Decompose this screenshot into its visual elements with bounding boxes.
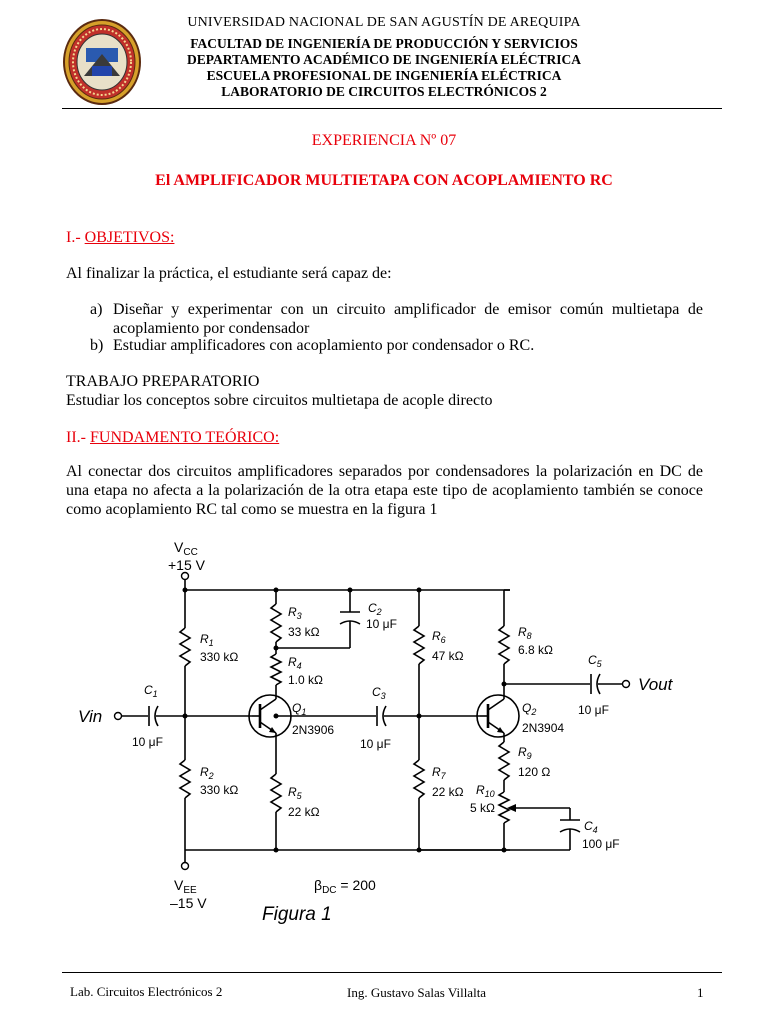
c2-label: $C_2$ [368, 601, 382, 617]
prep-text: Estudiar los conceptos sobre circuitos multietapa de acople directo [66, 392, 493, 409]
document-title: El AMPLIFICADOR MULTIETAPA CON ACOPLAMIENTO RC [155, 172, 613, 189]
beta-label: $\beta_{DC} = 200$ [314, 877, 376, 896]
r1-label: $R_1$ [200, 632, 214, 648]
prep-heading: TRABAJO PREPARATORIO [66, 373, 260, 390]
vee-label: $V_{EE}$ [174, 877, 197, 896]
c2-value: 10 μF [366, 617, 397, 631]
r8-label: $R_8$ [518, 625, 532, 641]
objective-marker-a: a) [90, 301, 103, 318]
vcc-label: $V_{CC}$ [174, 539, 198, 558]
q1-part: 2N3906 [292, 723, 335, 737]
c3-label: $C_3$ [372, 685, 386, 701]
vin-label: Vin [78, 707, 103, 726]
university-name: UNIVERSIDAD NACIONAL DE SAN AGUSTÍN DE AREQUIPA [187, 15, 581, 30]
r3-label: $R_3$ [288, 605, 302, 621]
r9-label: $R_9$ [518, 745, 532, 761]
theory-text: Al conectar dos circuitos amplificadores separados por condensadores la polarización en DC de una etapa no afecta a la polarización de la otra etapa este tipo de acoplamiento también se conoce como acoplamiento RC tal como se muestra en la figura 1 [66, 463, 703, 518]
objective-marker-b: b) [90, 337, 104, 354]
c5-value: 10 μF [578, 703, 609, 717]
c3-value: 10 μF [360, 737, 391, 751]
r10-value: 5 kΩ [470, 801, 495, 815]
objectives-intro: Al finalizar la práctica, el estudiante será capaz de: [66, 265, 392, 282]
c5-label: $C_5$ [588, 653, 602, 669]
header-divider [62, 108, 722, 109]
c1-label: $C_1$ [144, 683, 158, 699]
theory-heading: II.- FUNDAMENTO TEÓRICO: [66, 429, 280, 446]
c4-value: 100 μF [582, 837, 620, 851]
footer-divider [62, 972, 722, 973]
r2-value: 330 kΩ [200, 783, 239, 797]
faculty-name: FACULTAD DE INGENIERÍA DE PRODUCCIÓN Y SERVICIOS [190, 36, 578, 51]
q2-label: $Q_2$ [522, 701, 537, 717]
q2-part: 2N3904 [522, 721, 565, 735]
c1-value: 10 μF [132, 735, 163, 749]
experiment-number: EXPERIENCIA Nº 07 [311, 132, 457, 149]
footer-instructor: Ing. Gustavo Salas Villalta [347, 985, 487, 1000]
lab-name: LABORATORIO DE CIRCUITOS ELECTRÓNICOS 2 [221, 84, 547, 99]
r5-label: $R_5$ [288, 785, 302, 801]
footer-course: Lab. Circuitos Electrónicos 2 [70, 984, 223, 999]
r9-value: 120 Ω [518, 765, 551, 779]
r1-value: 330 kΩ [200, 650, 239, 664]
figure-caption: Figura 1 [262, 904, 332, 925]
r5-value: 22 kΩ [288, 805, 320, 819]
department-name: DEPARTAMENTO ACADÉMICO DE INGENIERÍA ELÉCTRICA [186, 52, 582, 67]
r7-label: $R_7$ [432, 765, 446, 781]
objective-item-b: Estudiar amplificadores con acoplamiento por condensador o RC. [113, 337, 535, 354]
r4-value: 1.0 kΩ [288, 673, 323, 687]
r4-label: $R_4$ [288, 655, 302, 671]
r2-label: $R_2$ [200, 765, 214, 781]
r6-label: $R_6$ [432, 629, 446, 645]
r7-value: 22 kΩ [432, 785, 464, 799]
q1-label: $Q_1$ [292, 701, 307, 717]
objective-item-a: Diseñar y experimentar con un circuito amplificador de emisor común multietapa de acoplamiento por condensador [113, 301, 703, 337]
c4-label: $C_4$ [584, 819, 598, 835]
objectives-heading: I.- OBJETIVOS: [66, 229, 175, 246]
page-number: 1 [697, 985, 704, 1000]
r6-value: 47 kΩ [432, 649, 464, 663]
r8-value: 6.8 kΩ [518, 643, 553, 657]
vout-label: Vout [638, 675, 673, 694]
r3-value: 33 kΩ [288, 625, 320, 639]
school-name: ESCUELA PROFESIONAL DE INGENIERÍA ELÉCTRICA [206, 68, 562, 83]
vcc-value: +15 V [168, 557, 205, 573]
circuit-diagram [70, 528, 686, 938]
vee-value: –15 V [170, 895, 207, 911]
r10-label: $R_{10}$ [476, 783, 495, 799]
